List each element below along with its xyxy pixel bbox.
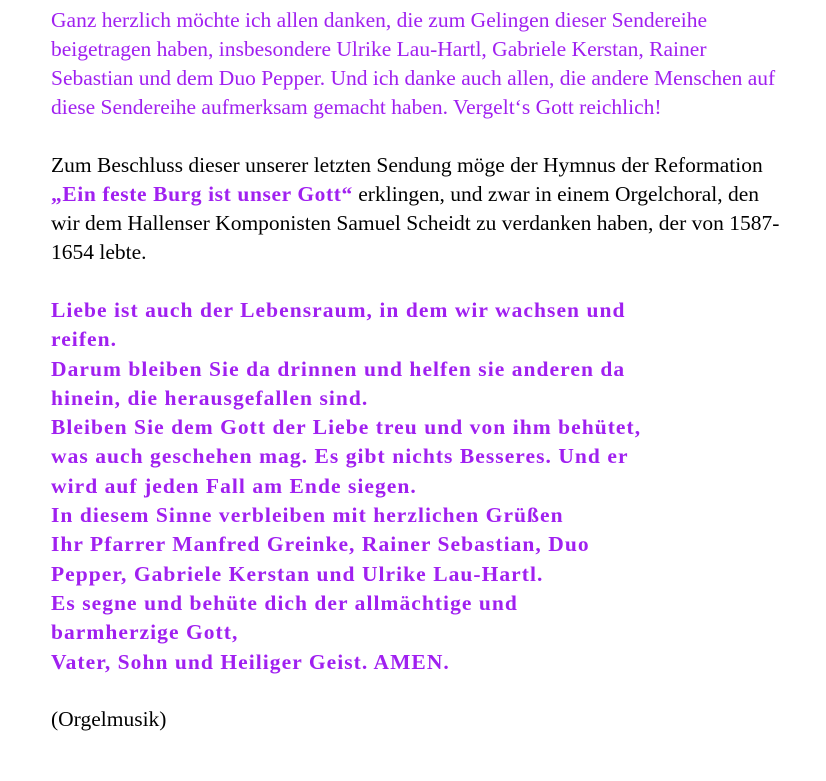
blessing-line: Es segne und behüte dich der allmächtige und [51, 590, 518, 615]
closing-paragraph [51, 151, 791, 267]
blessing-line: Liebe ist auch der Lebensraum, in dem wir wachsen und [51, 298, 626, 322]
closing-text-after: erklingen, und zwar in einem Orgelchoral, den wir dem Hallenser Komponisten Samuel Scheidt zu verdanken haben, der von 1587-1654 lebte. [51, 182, 780, 264]
hymn-title: „Ein feste Burg ist unser Gott“ [51, 182, 353, 206]
blessing-line: hinein, die herausgefallen sind. [51, 385, 369, 410]
music-note: (Orgelmusik) [51, 706, 167, 731]
thanks-paragraph: Ganz herzlich möchte ich allen danken, die zum Gelingen dieser Sendereihe beigetragen haben, insbesondere Ulrike Lau-Hartl, Gabriele Kerstan, Rainer Sebastian und dem Duo Pepper. Und ich danke auch allen, die andere Menschen auf diese Sendereihe aufmerksam gemacht haben. Vergelt‘s Gott reichlich! [51, 8, 776, 119]
blessing-line: was auch geschehen mag. Es gibt nichts Besseres. Und er [51, 444, 629, 469]
closing-text-before: Zum Beschluss dieser unserer letzten Sendung möge der Hymnus der Reformation [51, 153, 763, 177]
blessing-line: Vater, Sohn und Heiliger Geist. AMEN. [51, 649, 450, 674]
blessing-line: Darum bleiben Sie da drinnen und helfen sie anderen da [51, 356, 626, 381]
blessing-line: Ihr Pfarrer Manfred Greinke, Rainer Sebastian, Duo [51, 532, 590, 557]
blessing-line: Bleiben Sie dem Gott der Liebe treu und von ihm behütet, [51, 415, 642, 440]
blessing-line: wird auf jeden Fall am Ende siegen. [51, 473, 417, 498]
blessing-line: Pepper, Gabriele Kerstan und Ulrike Lau-Hartl. [51, 561, 544, 586]
document-page [51, 6, 811, 734]
blessing-line: In diesem Sinne verbleiben mit herzlichen Grüßen [51, 503, 564, 528]
blessing-line: barmherzige Gott, [51, 620, 239, 645]
blessing-block [51, 296, 801, 677]
blessing-line: reifen. [51, 327, 118, 352]
